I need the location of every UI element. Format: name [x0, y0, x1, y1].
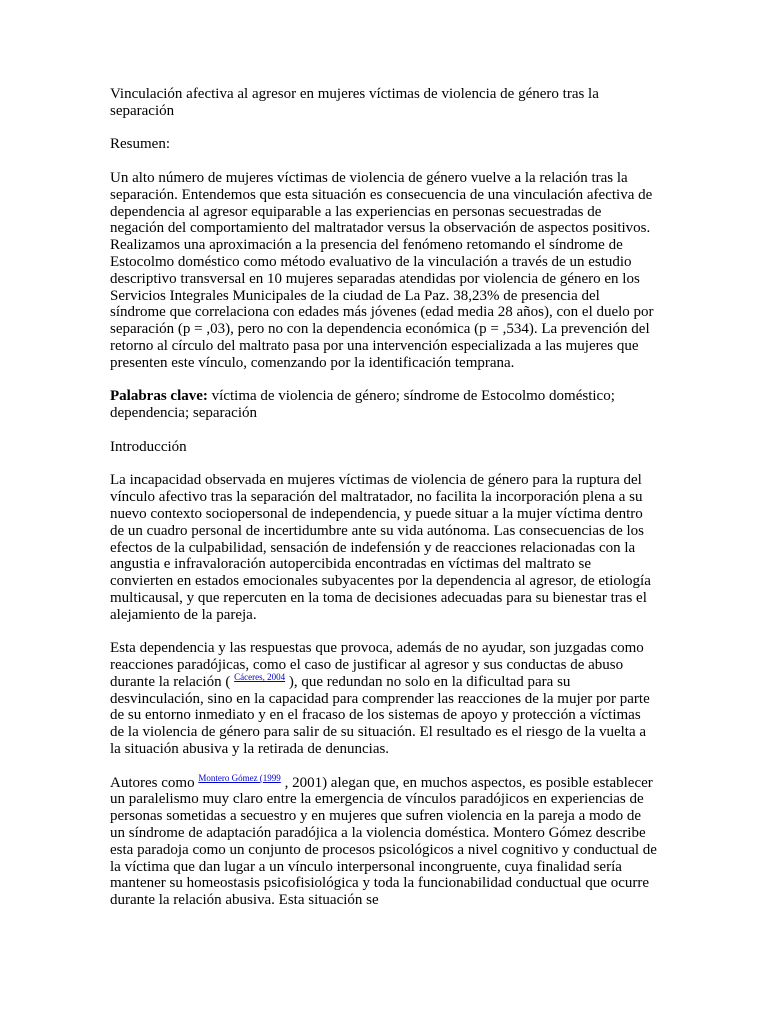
- citation-link-caceres-2004[interactable]: Cáceres, 2004: [234, 671, 286, 682]
- keywords-paragraph: [110, 388, 658, 422]
- intro-paragraph-1: La incapacidad observada en mujeres víctimas de violencia de género para la ruptura del vínculo afectivo tras la separación del maltratador, no facilita la incorporación plena a su nuevo contexto sociopersonal de independencia, y puede situar a la mujer víctima dentro de un cuadro personal de incertidumbre ante su vida autónoma. Las consecuencias de los efectos de la culpabilidad, sensación de indefensión y de reacciones relacionadas con la angustia e infravaloración autopercibida encontradas en víctimas del maltrato se convierten en estados emocionales subyacentes por la dependencia al agresor, de etiología multicausal, y que repercuten en la toma de decisiones adecuadas para su bienestar tras el alejamiento de la pareja.: [110, 472, 651, 623]
- introduction-heading: Introducción: [110, 438, 187, 455]
- abstract-paragraph: Un alto número de mujeres víctimas de violencia de género vuelve a la relación tras la separación. Entendemos que esta situación es consecuencia de una vinculación afectiva de dependencia al agresor equiparable a las experiencias en personas secuestradas de negación del comportamiento del maltratador versus la observación de aspectos positivos. Realizamos una aproximación a la presencia del fenómeno retomando el síndrome de Estocolmo doméstico como método evaluativo de la vinculación a través de un estudio descriptivo transversal en 10 mujeres separadas atendidas por violencia de género en los Servicios Integrales Municipales de la ciudad de La Paz. 38,23% de presencia del síndrome que correlaciona con edades más jóvenes (edad media 28 años), con el duelo por separación (p = ,03), pero no con la dependencia económica (p = ,534). La prevención del retorno al círculo del maltrato pasa por una intervención especializada a las mujeres que presenten este vínculo, comenzando por la identificación temprana.: [110, 169, 654, 371]
- intro-p3-text-start: Autores como: [110, 774, 199, 791]
- keywords-text: víctima de violencia de género; síndrome de Estocolmo doméstico; dependencia; separación: [110, 388, 615, 422]
- document-title: Vinculación afectiva al agresor en mujeres víctimas de violencia de género tras la separación: [110, 86, 599, 119]
- intro-p2-text-end: ), que redundan no solo en la dificultad para su desvinculación, sino en la capacidad para comprender las reacciones de la mujer por parte de su entorno inmediato y en el fracaso de los sistemas de apoyo y protección a víctimas de la violencia de género para salir de su situación. El resultado es el riesgo de la vuelta a la situación abusiva y la retirada de denuncias.: [110, 673, 650, 758]
- intro-paragraph-3: [110, 772, 658, 909]
- document-body: [110, 86, 658, 926]
- intro-paragraph-2: [110, 640, 658, 758]
- keywords-label: Palabras clave:: [110, 388, 208, 405]
- intro-p2-text-start: Esta dependencia y las respuestas que provoca, además de no ayudar, son juzgadas como reacciones paradójicas, como el caso de justificar al agresor y sus conductas de abuso durante la relación (: [110, 640, 644, 690]
- abstract-heading: Resumen:: [110, 136, 170, 153]
- intro-p3-text-end: , 2001) alegan que, en muchos aspectos, es posible establecer un paralelismo muy claro entre la emergencia de vínculos paradójicos en experiencias de personas sometidas a secuestro y en mujeres que sufren violencia en la pareja a modo de un síndrome de adaptación paradójica a la violencia doméstica. Montero Gómez describe esta paradoja como un conjunto de procesos psicológicos a nivel cognitivo y conductual de la víctima que dan lugar a un vínculo interpersonal incongruente, cuya finalidad sería mantener su homeostasis psicofisiológica y toda la funcionabilidad conductual que ocurre durante la relación abusiva. Esta situación se: [110, 774, 657, 909]
- citation-link-montero-gomez-1999[interactable]: Montero Gómez (1999: [198, 772, 281, 783]
